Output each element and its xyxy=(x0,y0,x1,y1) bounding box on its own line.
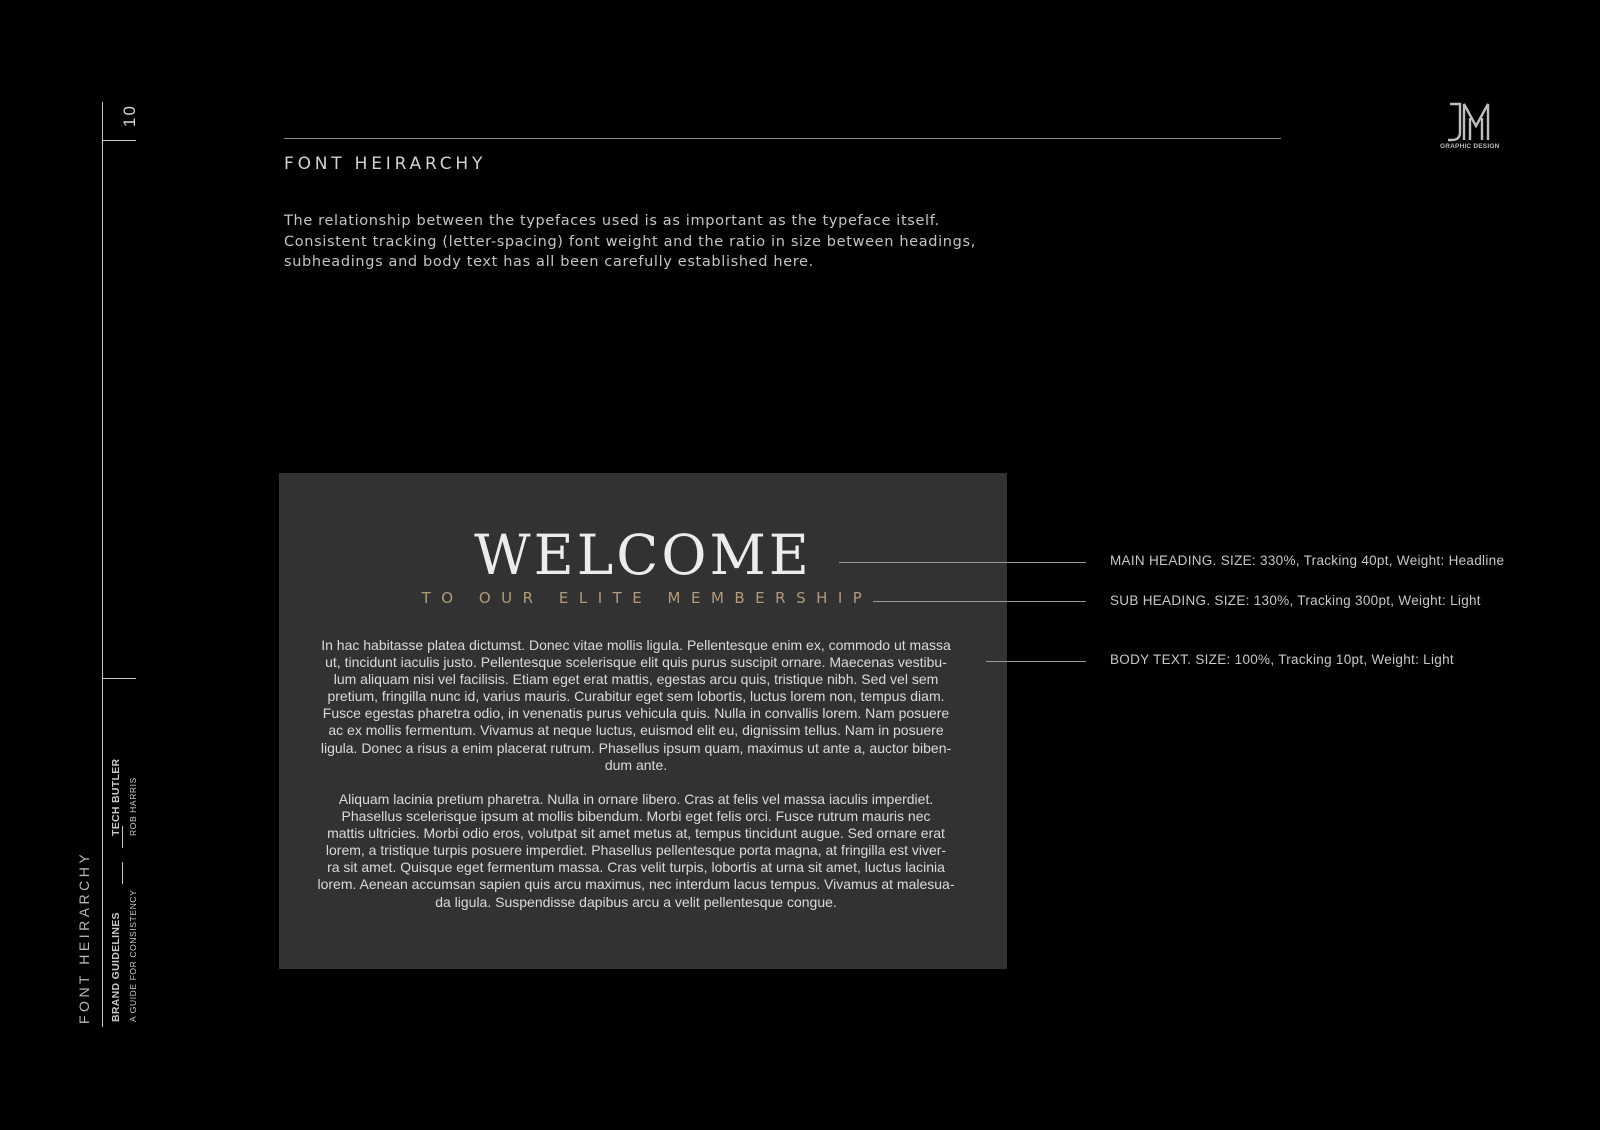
body-line: Fusce egestas pharetra odio, in venenatis purus vehicula quis. Nulla in convallis lorem. Nam posuere xyxy=(322,705,950,722)
body-line: mattis ultricies. Morbi odio eros, volutpat sit amet metus at, tempus tincidunt augue. Sed ornare erat xyxy=(327,825,945,842)
body-line: In hac habitasse platea dictumst. Donec vitae mollis ligula. Pellentesque enim ex, commodo ut massa xyxy=(321,637,951,653)
header-rule xyxy=(284,138,1281,139)
body-line: ra sit amet. Quisque eget fermentum massa. Cras velit turpis, lobortis at urna sit amet, luctus lacinia xyxy=(327,859,945,876)
intro-line: subheadings and body text has all been carefully established here. xyxy=(284,254,814,270)
body-line: dum ante. xyxy=(604,756,668,773)
body-line: pretium, fringilla nunc id, varius mauris. Curabitur eget sem lobortis, luctus lorem non, tempus diam. xyxy=(327,688,945,705)
logo-caption: GRAPHIC DESIGN xyxy=(1440,143,1500,150)
intro-line: Consistent tracking (letter-spacing) font weight and the ratio in size between headings, xyxy=(284,233,976,250)
body-line: Aliquam lacinia pretium pharetra. Nulla in ornare libero. Cras at felis vel massa iaculis imperdiet. xyxy=(338,791,934,807)
rail-divider-top xyxy=(102,140,136,141)
guide-tagline: A GUIDE FOR CONSISTENCY xyxy=(128,889,138,1022)
intro-text xyxy=(284,211,1044,273)
body-line: ac ex mollis fermentum. Vivamus at neque luctus, euismod elit eu, dignissim tellus. Nam in posuere xyxy=(328,722,944,739)
body-line: ligula. Donec a risus a enim placerat rutrum. Phasellus ipsum quam, maximus ut ante a, auctor biben- xyxy=(320,739,952,756)
body-text-annotation: BODY TEXT. SIZE: 100%, Tracking 10pt, Weight: Light xyxy=(1110,652,1454,667)
page-number: 10 xyxy=(120,104,139,127)
sample-body-paragraph xyxy=(309,637,963,774)
sub-heading-annotation: SUB HEADING. SIZE: 130%, Tracking 300pt, Weight: Light xyxy=(1110,593,1481,608)
rail-divider-footer-2 xyxy=(122,862,123,884)
main-heading-annotation: MAIN HEADING. SIZE: 330%, Tracking 40pt, Weight: Headline xyxy=(1110,553,1505,568)
jm-monogram-logo-icon xyxy=(1446,100,1496,142)
sample-main-heading: WELCOME xyxy=(474,523,812,587)
brand-guidelines-title: BRAND GUIDELINES xyxy=(110,912,122,1022)
body-line: ut, tincidunt iaculis justo. Pellentesque scelerisque elit quis purus suscipit ornare. Maecenas vestibu- xyxy=(325,654,947,671)
page-title: FONT HEIRARCHY xyxy=(284,154,487,174)
client-name: TECH BUTLER xyxy=(110,758,122,836)
left-rail-line xyxy=(102,102,103,1027)
body-line: da ligula. Suspendisse dapibus arcu a velit pellentesque congue. xyxy=(435,893,837,910)
body-line: Phasellus scelerisque ipsum at mollis bibendum. Morbi eget felis orci. Fusce rutrum mauris nec xyxy=(341,808,931,825)
author-name: ROB HARRIS xyxy=(128,777,138,836)
intro-line: The relationship between the typefaces used is as important as the typeface itself. xyxy=(284,213,940,229)
typography-sample-card xyxy=(279,473,1007,969)
rail-divider-footer xyxy=(122,826,123,848)
body-text-leader-line xyxy=(986,661,1086,662)
body-line: lorem, a tristique turpis posuere imperdiet. Phasellus pellentesque porta magna, at fringilla est viver- xyxy=(325,842,947,859)
sample-body-paragraph xyxy=(309,791,963,911)
body-line: lorem. Aenean accumsan sapien quis arcu maximus, nec interdum lacus tempus. Vivamus at malesua- xyxy=(317,876,955,893)
sample-sub-heading: TO OUR ELITE MEMBERSHIP xyxy=(421,589,873,607)
sub-heading-leader-line xyxy=(873,601,1086,602)
main-heading-leader-line xyxy=(839,562,1086,563)
logo xyxy=(1436,100,1506,150)
body-line: lum aliquam nisi vel facilisis. Etiam eget erat mattis, egestas arcu quis, tristique nibh. Sed vel sem xyxy=(333,671,939,688)
section-label-vertical: FONT HEIRARCHY xyxy=(76,850,92,1024)
rail-divider-bottom xyxy=(102,678,136,679)
